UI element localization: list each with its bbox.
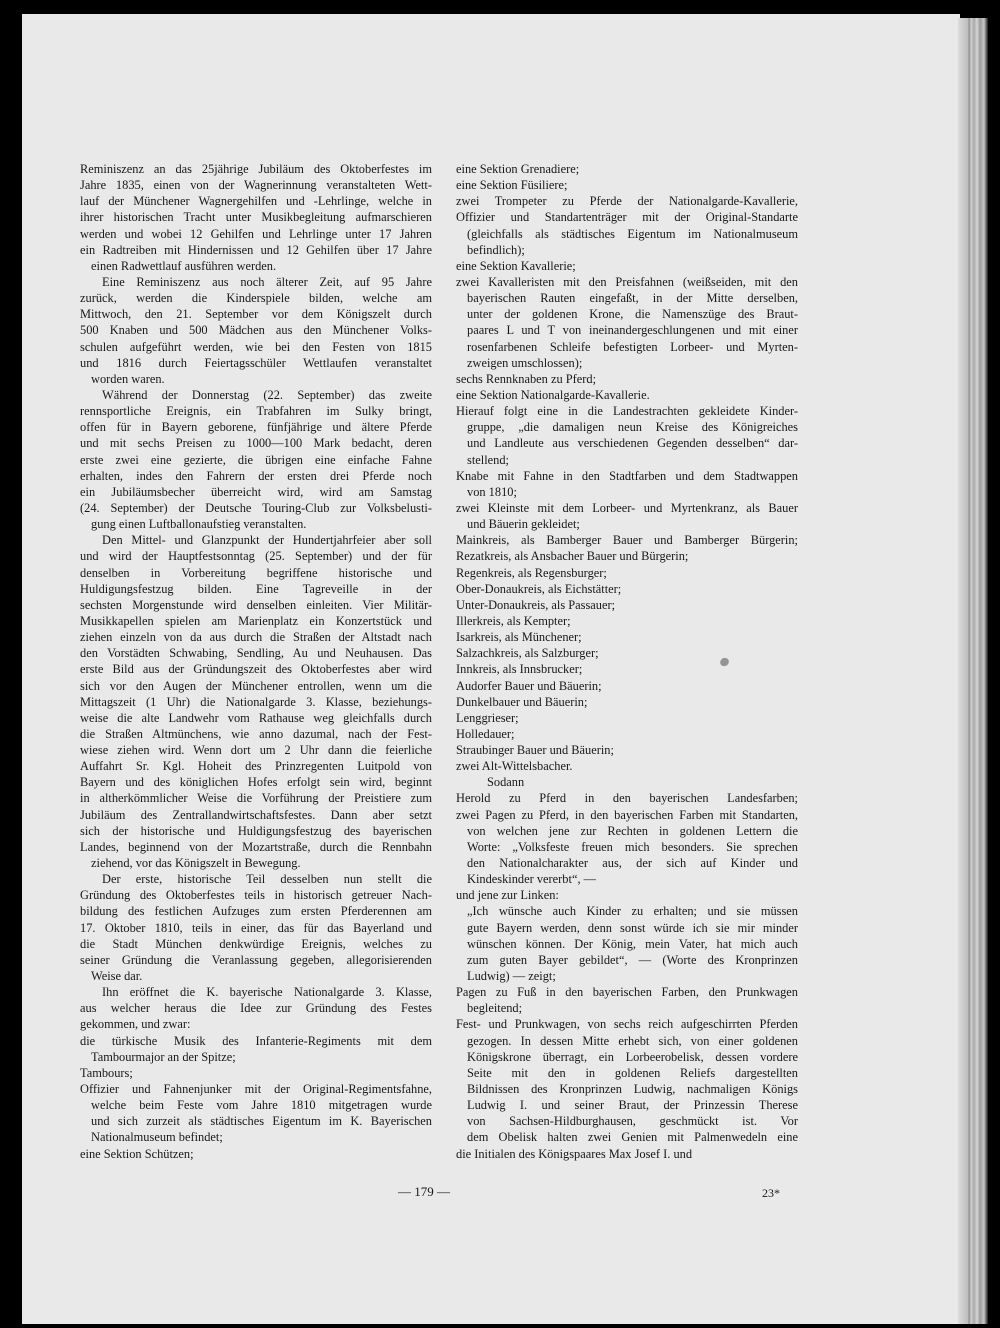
left-line: Gründung des Oktoberfestes teils in historisch getreuer Nach- bbox=[80, 888, 432, 903]
right-line: Ludwig) — zeigt; bbox=[467, 969, 556, 984]
right-line: Pagen zu Fuß in den bayerischen Farben, den Prunkwagen bbox=[456, 985, 798, 1000]
left-line: in altherkömmlicher Weise die Vorführung der Preistiere zum bbox=[80, 791, 432, 806]
left-line: Mittwoch, den 21. September vor dem Königszelt durch bbox=[80, 307, 432, 322]
right-line: Worte: „Volksfeste freuen mich besonders. Sie sprechen bbox=[467, 839, 798, 854]
left-line: erste zwei eine gezierte, die übrigen eine einfache Fahne bbox=[80, 452, 432, 467]
left-line: Bayern und des königlichen Hofes erfolgt sein wird, beginnt bbox=[80, 775, 432, 790]
right-line: von 1810; bbox=[467, 484, 517, 499]
right-line: stellend; bbox=[467, 452, 509, 467]
right-line: gruppe, „die damaligen neun Kreise des Königreiches bbox=[467, 420, 798, 435]
right-line: Salzachkreis, als Salzburger; bbox=[456, 646, 599, 661]
left-line: rennsportliche Ereignis, ein Trabfahren im Sulky bringt, bbox=[80, 404, 432, 419]
left-line: gung einen Luftballonaufstieg veranstalten. bbox=[91, 517, 307, 532]
left-line: die Straßen Altmünchens, wie anno dazumal, nach der Fest- bbox=[80, 726, 432, 741]
right-line: Audorfer Bauer und Bäuerin; bbox=[456, 678, 602, 693]
left-line: ein Radtreiben mit Hindernissen und 12 Gehilfen über 17 Jahre bbox=[80, 242, 432, 257]
right-line: bayerischen Rauten eingefaßt, in der Mitte derselben, bbox=[467, 291, 798, 306]
page-edge-stack bbox=[958, 18, 988, 1324]
right-line: eine Sektion Nationalgarde-Kavallerie. bbox=[456, 387, 650, 402]
right-line: sechs Rennknaben zu Pferd; bbox=[456, 371, 597, 386]
right-line: Innkreis, als Innsbrucker; bbox=[456, 662, 583, 677]
left-line: (24. September) der Deutsche Touring-Club zur Volksbelusti- bbox=[80, 500, 432, 515]
left-line: sich vor den Augen der Münchener entrollen, wenn um die bbox=[80, 678, 432, 693]
left-line: Den Mittel- und Glanzpunkt der Hundertjahrfeier aber soll bbox=[102, 533, 432, 548]
right-line: eine Sektion Füsiliere; bbox=[456, 178, 568, 193]
right-line: gute Bayern werden, denn sonst würde ich sie mir minder bbox=[467, 920, 798, 935]
right-line: Fest- und Prunkwagen, von sechs reich aufgeschirrten Pferden bbox=[456, 1017, 798, 1032]
left-text-column bbox=[80, 161, 432, 1162]
left-line: sechsten Morgenstunde wird denselben einleiten. Vier Militär- bbox=[80, 597, 432, 612]
right-line: eine Sektion Kavallerie; bbox=[456, 258, 576, 273]
left-line: Der erste, historische Teil desselben nun stellt die bbox=[102, 872, 432, 887]
left-line: Jahre 1835, einen von der Wagnerinnung veranstalteten Wett- bbox=[80, 178, 432, 193]
right-line: Sodann bbox=[487, 775, 525, 790]
right-line: von welchen jene zur Rechten in goldenen Lettern die bbox=[467, 823, 798, 838]
right-line: gezogen. In dessen Mitte erhebt sich, von einer goldenen bbox=[467, 1033, 798, 1048]
left-line: zurück, werden die Kinderspiele bilden, welche am bbox=[80, 291, 432, 306]
left-line: einen Radwettlauf ausführen werden. bbox=[91, 258, 277, 273]
right-line: zwei Trompeter zu Pferde der Nationalgarde-Kavallerie, bbox=[456, 194, 798, 209]
left-line: Weise dar. bbox=[91, 969, 143, 984]
left-line: und sich zurzeit als städtisches Eigentum im K. Bayerischen bbox=[91, 1114, 432, 1129]
left-line: ihrer historischen Tracht unter Musikbegleitung aufmarschieren bbox=[80, 210, 432, 225]
left-line: Ihn eröffnet die K. bayerische Nationalgarde 3. Klasse, bbox=[102, 985, 432, 1000]
left-line: ziehend, vor das Königszelt in Bewegung. bbox=[91, 856, 301, 871]
right-line: zwei Kavalleristen mit den Preisfahnen (weißseiden, mit den bbox=[456, 274, 798, 289]
left-line: weise die alte Landwehr vom Rathause weg gleichfalls durch bbox=[80, 710, 432, 725]
left-line: die türkische Musik des Infanterie-Regiments mit dem bbox=[80, 1033, 432, 1048]
left-line: schulen aufgeführt werden, wie bei den Festen von 1815 bbox=[80, 339, 432, 354]
left-line: werden und wobei 12 Gehilfen und Lehrlinge unter 17 Jahren bbox=[80, 226, 432, 241]
left-line: sich der historische und Huldigungsfestzug des bayerischen bbox=[80, 823, 432, 838]
left-line: offen für in Bayern geborene, fünfjährige und ältere Pferde bbox=[80, 420, 432, 435]
right-line: paares L und T von ineinandergeschlungenen und mit einer bbox=[467, 323, 798, 338]
right-line: „Ich wünsche auch Kinder zu erhalten; und sie müssen bbox=[467, 904, 798, 919]
left-line: ziehen einzeln von da aus durch die Straßen der Altstadt nach bbox=[80, 630, 432, 645]
right-line: Illerkreis, als Kempter; bbox=[456, 613, 571, 628]
right-line: Holledauer; bbox=[456, 726, 515, 741]
right-line: zwei Kleinste mit dem Lorbeer- und Myrtenkranz, als Bauer bbox=[456, 500, 798, 515]
left-line: Tambours; bbox=[80, 1065, 133, 1080]
right-line: eine Sektion Grenadiere; bbox=[456, 162, 580, 176]
left-line: worden waren. bbox=[91, 371, 165, 386]
right-line: zwei Alt-Wittelsbacher. bbox=[456, 759, 573, 774]
left-line: Nationalmuseum befindet; bbox=[91, 1130, 223, 1145]
left-line: den Vorstädten Schwabing, Sendling, Au und Neuhausen. Das bbox=[80, 646, 432, 661]
right-line: unter der goldenen Krone, die Namenszüge des Braut- bbox=[467, 307, 798, 322]
left-line: Während der Donnerstag (22. September) das zweite bbox=[102, 387, 432, 402]
right-line: und jene zur Linken: bbox=[456, 888, 559, 903]
left-line: gekommen, und zwar: bbox=[80, 1017, 191, 1032]
left-line: aus welcher heraus die Idee zur Gründung des Festes bbox=[80, 1001, 432, 1016]
right-line: (gleichfalls als städtisches Eigentum im Nationalmuseum bbox=[467, 226, 798, 241]
left-line: denselben in Vorbereitung begriffene historische und bbox=[80, 565, 432, 580]
left-line: Offizier und Fahnenjunker mit der Original-Regimentsfahne, bbox=[80, 1082, 432, 1097]
left-line: wiese ziehen wird. Wenn dort um 2 Uhr dann die feierliche bbox=[80, 743, 432, 758]
right-line: wünschen können. Der König, mein Vater, hat mich auch bbox=[467, 936, 798, 951]
right-line: Bildnissen des Kronprinzen Ludwig, nachmaligen Königs bbox=[467, 1082, 798, 1097]
right-line: zum guten Bayer gebildet“, — (Worte des Kronprinzen bbox=[467, 952, 798, 967]
left-line: Huldigungsfestzug bilden. Eine Tagreveille in der bbox=[80, 581, 432, 596]
right-line: Offizier und Standartenträger mit der Original-Standarte bbox=[456, 210, 798, 225]
right-line: und Bäuerin gekleidet; bbox=[467, 517, 580, 532]
left-line: bildung des festlichen Aufzuges zum ersten Pferderennen am bbox=[80, 904, 432, 919]
signature-mark: 23* bbox=[762, 1186, 780, 1200]
right-text-column bbox=[456, 161, 798, 1162]
left-line: und wird der Hauptfestsonntag (25. September) und der für bbox=[80, 549, 432, 564]
left-line: 500 Knaben und 500 Mädchen aus den Münchener Volks- bbox=[80, 323, 432, 338]
right-line: Mainkreis, als Bamberger Bauer und Bamberger Bürgerin; bbox=[456, 533, 798, 548]
right-line: Ludwig I. und seiner Braut, der Prinzessin Therese bbox=[467, 1098, 798, 1113]
right-line: Unter-Donaukreis, als Passauer; bbox=[456, 597, 616, 612]
right-line: Dunkelbauer und Bäuerin; bbox=[456, 694, 588, 709]
left-line: die Stadt München denkwürdige Ereignis, welches zu bbox=[80, 936, 432, 951]
right-line: zwei Pagen zu Pferd, in den bayerischen Farben mit Standarten, bbox=[456, 807, 798, 822]
left-line: Tambourmajor an der Spitze; bbox=[91, 1049, 236, 1064]
right-line: von Sachsen-Hildburghausen, geschmückt ist. Vor bbox=[467, 1114, 798, 1129]
right-line: Rezatkreis, als Ansbacher Bauer und Bürgerin; bbox=[456, 549, 689, 564]
right-line: rosenfarbenen Schleife befestigten Lorbeer- und Myrten- bbox=[467, 339, 798, 354]
left-line: lauf der Münchener Wagnergehilfen und -Lehrlinge, welche in bbox=[80, 194, 432, 209]
right-line: befindlich); bbox=[467, 242, 525, 257]
right-line: Regenkreis, als Regensburger; bbox=[456, 565, 607, 580]
left-line: welche beim Feste vom Jahre 1810 mitgetragen wurde bbox=[91, 1098, 432, 1113]
right-line: Herold zu Pferd in den bayerischen Landesfarben; bbox=[456, 791, 798, 806]
right-line: Kindeskinder vererbt“, — bbox=[467, 872, 597, 887]
left-line: eine Sektion Schützen; bbox=[80, 1146, 194, 1161]
right-line: dem Obelisk halten zwei Genien mit Palmenwedeln eine bbox=[467, 1130, 798, 1145]
right-line: den Nationalcharakter aus, der sich auf Kinder und bbox=[467, 856, 798, 871]
right-line: die Initialen des Königspaares Max Josef I. und bbox=[456, 1146, 693, 1161]
right-line: Knabe mit Fahne in den Stadtfarben und dem Stadtwappen bbox=[456, 468, 798, 483]
left-line: erste Bild aus der Gründungszeit des Oktoberfestes aber wird bbox=[80, 662, 432, 677]
left-line: ein Jubiläumsbecher überreicht wird, wird am Samstag bbox=[80, 484, 432, 499]
left-line: und mit sechs Preisen zu 1000—100 Mark bedacht, deren bbox=[80, 436, 432, 451]
left-line: 17. Oktober 1810, teils in einer, das für das Bayerland und bbox=[80, 920, 432, 935]
page-number: — 179 — bbox=[398, 1184, 450, 1199]
left-line: Musikkapellen spielen am Marienplatz ein Konzertstück und bbox=[80, 613, 432, 628]
right-line: und Landleute aus verschiedenen Gegenden desselben“ dar- bbox=[467, 436, 798, 451]
left-line: Landes, beginnend von der Mozartstraße, durch die Rennbahn bbox=[80, 839, 432, 854]
right-line: Isarkreis, als Münchener; bbox=[456, 630, 582, 645]
right-line: Ober-Donaukreis, als Eichstätter; bbox=[456, 581, 622, 596]
left-line: Jubiläum des Zentrallandwirtschaftsfestes. Dann aber setzt bbox=[80, 807, 432, 822]
left-line: Mittagszeit (1 Uhr) die Nationalgarde 3. Klasse, beziehungs- bbox=[80, 694, 432, 709]
right-line: begleitend; bbox=[467, 1001, 523, 1016]
left-line: erhalten, indes den Fahrern der ersten drei Pferde noch bbox=[80, 468, 432, 483]
left-line: Eine Reminiszenz aus noch älterer Zeit, auf 95 Jahre bbox=[102, 274, 432, 289]
left-line: Reminiszenz an das 25jährige Jubiläum des Oktoberfestes im bbox=[80, 162, 432, 176]
left-line: Auffahrt Sr. Kgl. Hoheit des Prinzregenten Luitpold von bbox=[80, 759, 432, 774]
right-line: Straubinger Bauer und Bäuerin; bbox=[456, 743, 614, 758]
right-line: Seite mit den in goldenen Reliefs dargestellten bbox=[467, 1065, 798, 1080]
left-line: seiner Gründung die Veranlassung gegeben, allegorisierenden bbox=[80, 952, 432, 967]
right-line: Hierauf folgt eine in die Landestrachten gekleidete Kinder- bbox=[456, 404, 798, 419]
right-line: zweigen umschlossen); bbox=[467, 355, 583, 370]
right-line: Lenggrieser; bbox=[456, 710, 519, 725]
right-line: Königskrone überragt, ein Lorbeerobelisk, dessen vordere bbox=[467, 1049, 798, 1064]
left-line: und 1816 durch Feiertagsschüler Wettlaufen veranstaltet bbox=[80, 355, 432, 370]
